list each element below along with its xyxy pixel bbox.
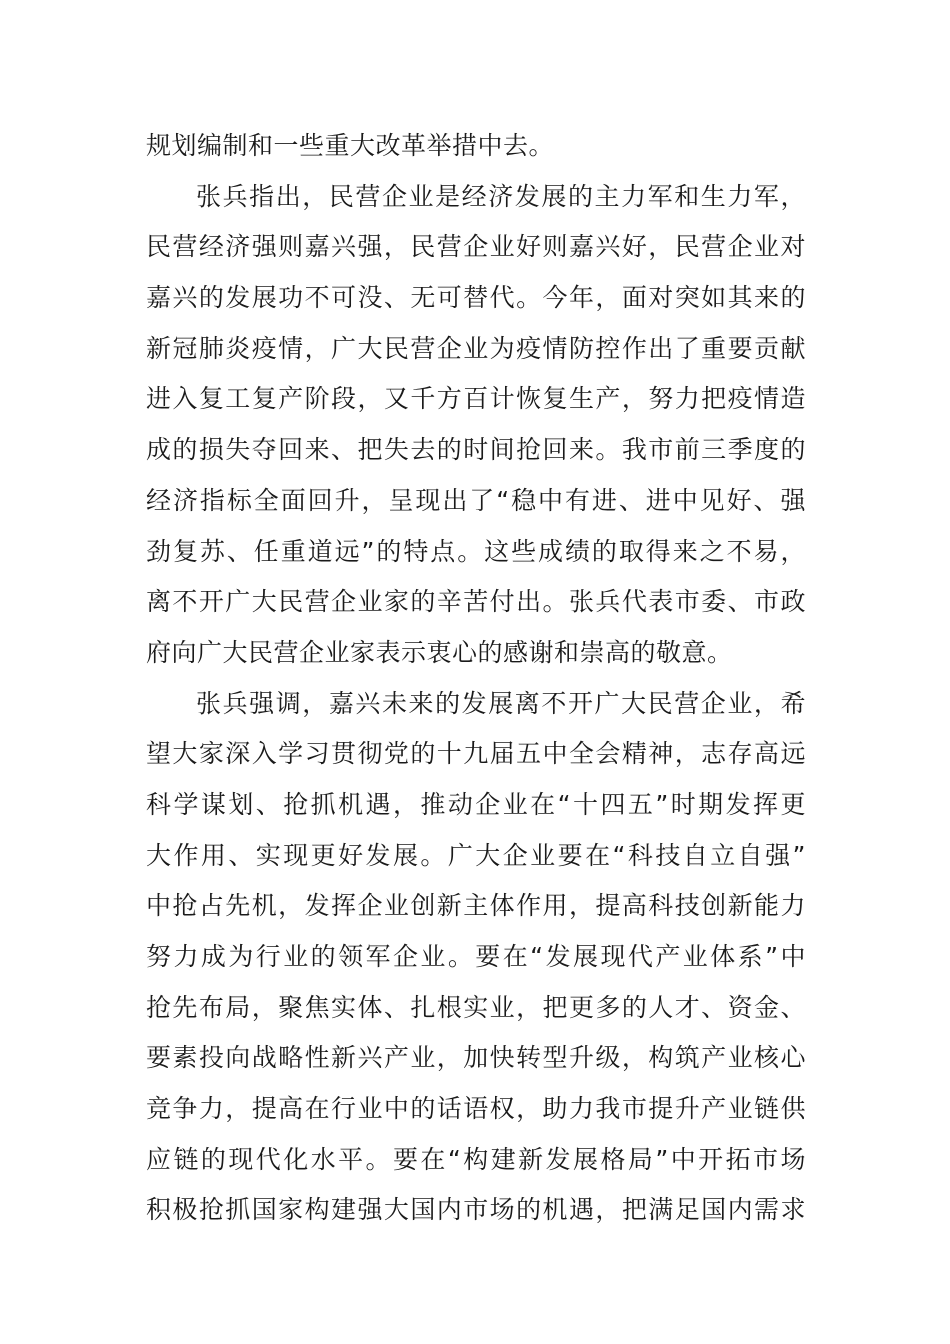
text-line: 张兵指出，民营企业是经济发展的主力军和生力军， (196, 181, 806, 211)
text-line: 积极抢抓国家构建强大国内市场的机遇，把满足国内需求 (146, 1195, 806, 1225)
text-line: 成的损失夺回来、把失去的时间抢回来。我市前三季度的 (146, 435, 806, 465)
text-line: 望大家深入学习贯彻党的十九届五中全会精神，志存高远 (146, 739, 806, 769)
text-line: 中抢占先机，发挥企业创新主体作用，提高科技创新能力 (146, 891, 806, 921)
text-line: 进入复工复产阶段，又千方百计恢复生产，努力把疫情造 (146, 384, 806, 414)
text-line: 新冠肺炎疫情，广大民营企业为疫情防控作出了重要贡献 (146, 333, 806, 363)
text-line: 经济指标全面回升，呈现出了“稳中有进、进中见好、强 (146, 485, 806, 515)
text-line: 离不开广大民营企业家的辛苦付出。张兵代表市委、市政 (146, 587, 806, 617)
text-line: 府向广大民营企业家表示衷心的感谢和崇高的敬意。 (146, 637, 733, 667)
article-body (146, 121, 806, 1236)
text-line: 竞争力，提高在行业中的话语权，助力我市提升产业链供 (146, 1094, 806, 1124)
text-line: 劲复苏、任重道远”的特点。这些成绩的取得来之不易， (146, 536, 806, 566)
text-line: 要素投向战略性新兴产业，加快转型升级，构筑产业核心 (146, 1043, 806, 1073)
text-line: 大作用、实现更好发展。广大企业要在“科技自立自强” (146, 840, 806, 870)
text-line: 努力成为行业的领军企业。要在“发展现代产业体系”中 (146, 942, 806, 971)
text-line: 嘉兴的发展功不可没、无可替代。今年，面对突如其来的 (146, 283, 806, 313)
text-line: 科学谋划、抢抓机遇，推动企业在“十四五”时期发挥更 (146, 789, 806, 819)
text-line: 规划编制和一些重大改革举措中去。 (146, 131, 555, 160)
text-line: 应链的现代化水平。要在“构建新发展格局”中开拓市场 (146, 1144, 806, 1174)
text-line: 抢先布局，聚焦实体、扎根实业，把更多的人才、资金、 (146, 992, 806, 1022)
text-line: 民营经济强则嘉兴强，民营企业好则嘉兴好，民营企业对 (146, 232, 806, 262)
text-line: 张兵强调，嘉兴未来的发展离不开广大民营企业，希 (196, 688, 806, 718)
